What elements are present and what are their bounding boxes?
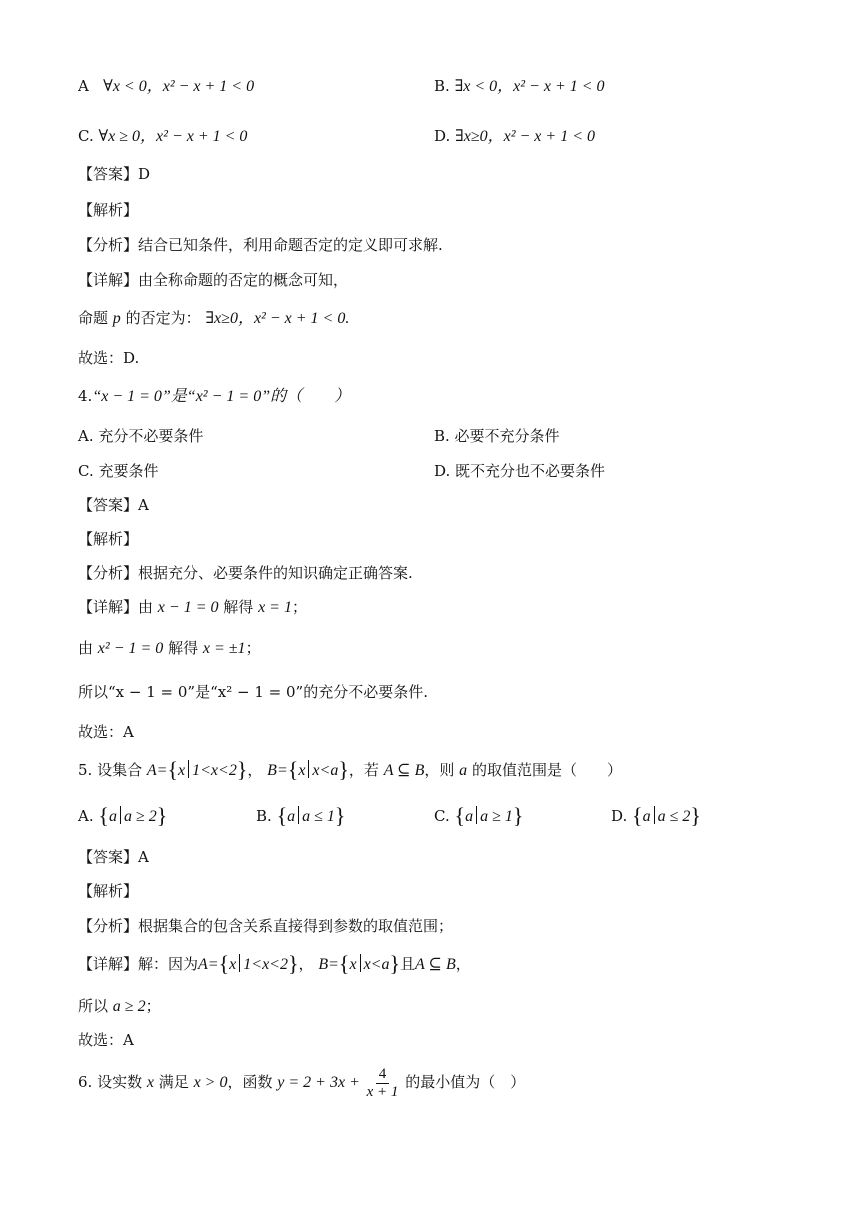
q4-line3: 所以“x − 1 = 0”是“x² − 1 = 0”的充分不必要条件. [78,683,428,701]
q3-analysis: 【解析】 [78,201,139,219]
set-var: a [642,808,651,825]
q5-option-c [434,803,524,828]
text: ； [245,639,261,657]
set-a-body: 1<x<2 [243,956,288,973]
q5-option-d [611,803,701,828]
text: 解得 [223,598,254,616]
text: ，则 [424,761,455,779]
math-expression: ∃x≥0，x² − x + 1 < 0 [455,128,596,145]
set-var: a [108,808,117,825]
question-text: “x − 1 = 0”是“x² − 1 = 0”的（ ） [92,388,351,405]
set-a-body: 1<x<2 [192,762,237,779]
q5-option-a [78,803,168,828]
math-expression: x − 1 = 0 [157,599,219,616]
q5-fenxi: 【分析】根据集合的包含关系直接得到参数的取值范围； [78,917,454,935]
function-expression: y = 2 + 3x + [277,1074,360,1091]
q5-option-b [256,803,346,828]
question-number: 5. 设集合 [78,761,143,779]
option-label: D. [434,127,451,145]
math-expression: x = ±1 [202,640,246,657]
text: ， [455,955,471,973]
set-var: x [178,762,186,779]
brace-open: { [287,757,299,782]
q4-option-d: D. 既不充分也不必要条件 [434,462,606,480]
q5-analysis: 【解析】 [78,882,139,900]
set-b-name: B= [267,762,288,779]
q4-answer: 【答案】A [78,496,149,514]
variable-x: x [146,1074,154,1091]
text: 满足 [158,1073,189,1091]
text: ； [145,997,161,1015]
brace-close: } [334,803,346,828]
brace-open: { [218,951,230,976]
q3-fenxi: 【分析】结合已知条件，利用命题否定的定义即可求解. [78,236,443,254]
set-bar [360,954,361,972]
q5-line2 [78,996,161,1017]
q3-option-b [434,76,605,97]
option-label: B. [256,807,272,825]
set-bar [308,760,309,778]
set-bar [654,806,655,824]
q4-choose: 故选：A [78,723,134,741]
q5-xiangjie: 【详解】解：因为A={x 1<x<2}， B={x x<a}且A ⊆ B， [78,951,471,976]
set-b-name: B= [318,956,339,973]
fraction-numerator: 4 [376,1066,390,1084]
option-label: C. [78,127,94,145]
q3-option-a [78,76,254,97]
brace-close: } [156,803,168,828]
set-var: x [349,956,357,973]
text: 命题 [78,309,109,327]
q4-stem [78,386,350,407]
text: 的取值范围是（ ） [471,761,622,779]
text: ，若 [348,761,379,779]
brace-close: } [389,951,401,976]
variable-a: a [459,762,468,779]
q5-stem: 5. 设集合 A={x 1<x<2}， B={x x<a}，若 A ⊆ B，则 a 的取值范围是（ ） [78,757,622,782]
set-a-name: A= [146,762,168,779]
text: 且 [400,955,416,973]
question-number: 6. 设实数 [78,1073,143,1091]
math-expression: x = 1 [258,599,292,616]
set-bar [298,806,299,824]
brace-close: } [338,757,349,782]
q4-option-a: A. 充分不必要条件 [78,427,204,445]
option-label: B. [434,77,450,95]
q4-xiangjie [78,597,307,618]
set-body: a ≥ 1 [480,808,513,825]
math-expression: x² − 1 = 0 [97,640,164,657]
math-expression: ∃x < 0，x² − x + 1 < 0 [454,78,605,95]
brace-close: } [287,951,299,976]
brace-open: { [454,803,466,828]
brace-close: } [236,757,248,782]
q3-answer: 【答案】D [78,165,151,183]
set-body: a ≥ 2 [123,808,157,825]
set-body: a ≤ 1 [302,808,335,825]
q6-stem [78,1062,525,1103]
q3-option-c [78,126,247,147]
set-b-body: x<a [363,956,390,973]
brace-open: { [276,803,288,828]
subset-expression: A ⊆ B [415,956,456,973]
set-bar [188,760,189,778]
set-bar [120,806,121,824]
math-expression: ∀x < 0，x² − x + 1 < 0 [103,78,255,95]
math-expression: a ≥ 2 [112,998,146,1015]
text: 的最小值为（ ） [405,1073,526,1091]
set-bar [476,806,477,824]
q3-choose: 故选：D. [78,349,140,367]
text: 【详解】解：因为 [78,955,199,973]
q3-option-d [434,126,595,147]
brace-open: { [167,757,179,782]
text: 【详解】由 [78,598,154,616]
option-label: D. [611,807,628,825]
text: 的否定为： [125,309,201,327]
set-var: x [298,762,306,779]
brace-close: } [512,803,524,828]
subset-expression: A ⊆ B [383,762,425,779]
q3-xiangjie: 【详解】由全称命题的否定的概念可知， [78,271,349,289]
option-label: A [78,77,89,95]
q3-negation-line [78,308,349,329]
q4-fenxi: 【分析】根据充分、必要条件的知识确定正确答案. [78,564,413,582]
brace-open: { [98,803,109,828]
set-bar [239,954,240,972]
q4-line2 [78,638,261,659]
set-var: a [465,808,474,825]
set-a-name: A= [198,956,219,973]
brace-open: { [338,951,350,976]
fraction-denominator: x + 1 [366,1083,399,1100]
brace-close: } [690,803,701,828]
brace-open: { [632,803,643,828]
variable-p: p [112,310,121,327]
option-label: A. [78,807,94,825]
set-b-body: x<a [312,762,339,779]
text: ，函数 [227,1073,273,1091]
q4-option-c: C. 充要条件 [78,462,159,480]
q4-option-b: B. 必要不充分条件 [434,427,560,445]
text: 所以 [78,997,109,1015]
text: 由 [78,639,94,657]
set-var: x [229,956,237,973]
q5-answer: 【答案】A [78,848,149,866]
set-var: a [287,808,296,825]
question-number: 4. [78,387,93,405]
text: 解得 [168,639,199,657]
math-expression: ∀x ≥ 0，x² − x + 1 < 0 [98,128,248,145]
text: ； [291,598,307,616]
fraction [367,1066,399,1101]
option-label: C. [434,807,450,825]
condition: x > 0 [193,1074,228,1091]
q5-choose: 故选：A [78,1031,134,1049]
set-body: a ≤ 2 [657,808,691,825]
q4-analysis: 【解析】 [78,530,139,548]
math-expression: ∃x≥0，x² − x + 1 < 0. [205,310,350,327]
